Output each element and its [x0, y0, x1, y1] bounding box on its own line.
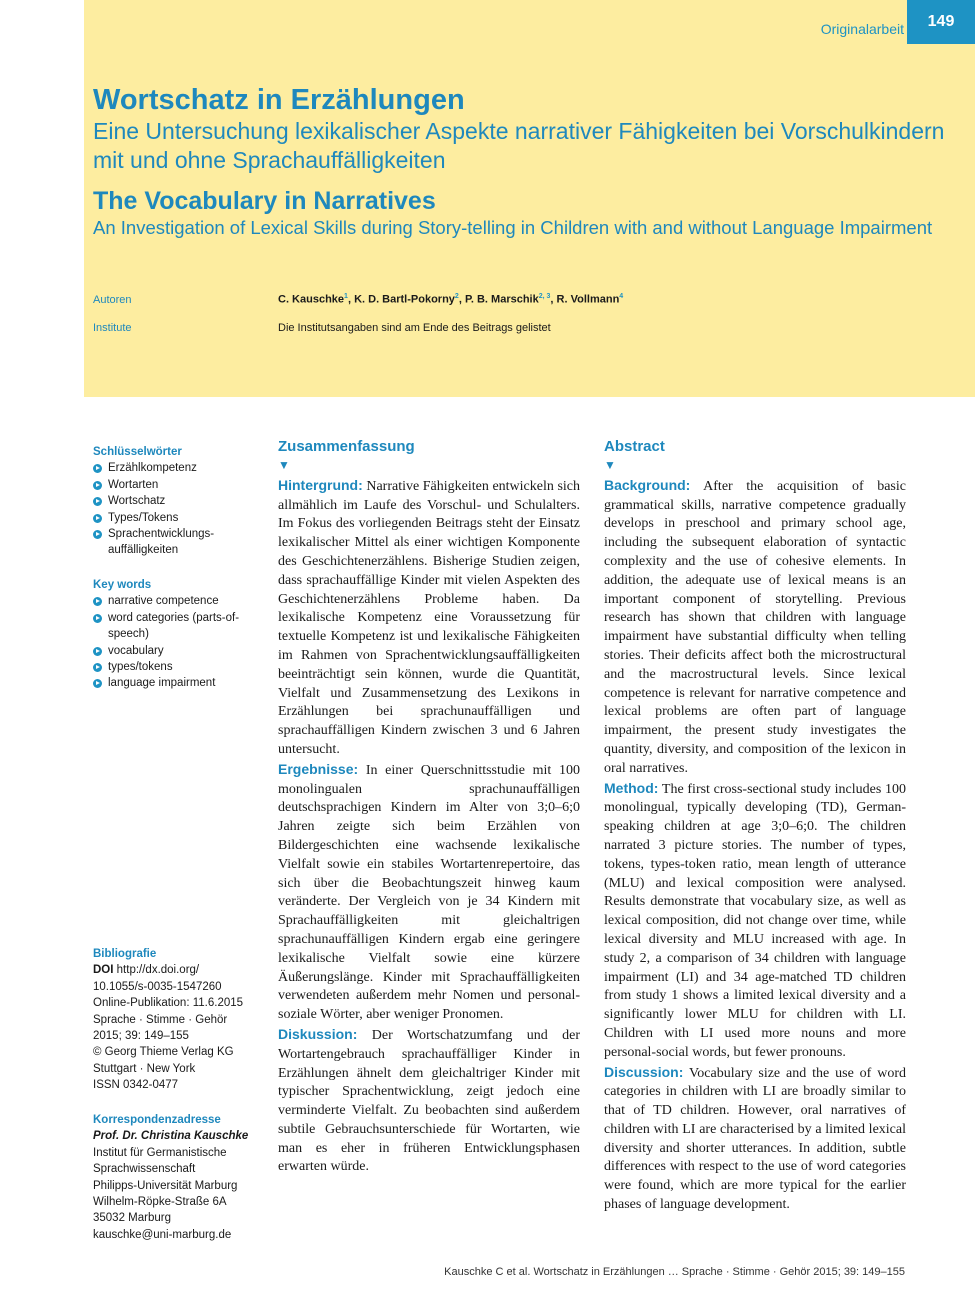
author-affiliation: 2, 3 [538, 293, 551, 300]
doi-label: DOI [93, 964, 114, 977]
authors-label: Autoren [93, 294, 132, 306]
abstract-column [604, 438, 906, 1215]
bullet-arrow-icon [93, 464, 102, 473]
authors-list: C. Kauschke$^1$, K. D. Bartl-Pokorny$^2$, P. B. Marschik$^{2, 3}$, R. Vollmann$^4$ [278, 293, 624, 306]
author-affiliation: 1 [344, 293, 348, 300]
abstract-paragraph: Ergebnisse: In einer Querschnittsstudie mit 100 monolingualen sprachunauffälligen deutschsprachigen Kindern im Alter von 3;0–6;0 Jahren zeigte sich beim Erzählen von Bildergeschichten eine wachsende lexikalische Vielfalt sowie ein stabiles Wortartenrepertoire, das sich über die Beobachtungszeit hinweg kaum veränderte. Der Vergleich von je 34 Kindern mit Sprachauffälligkeiten mit gleichaltrigen sprachunauffälligen Kindern ergab eine geringere lexikalische Vielfalt sowie eine kürzere Äußerungslänge. Kinder mit Sprachauffälligkeiten verwendeten außerdem mehr Nomen und personal-soziale Wörter, aber weniger Pronomen. [278, 760, 580, 1023]
bibliography-line: Online-Publikation: 11.6.2015 [93, 997, 244, 1010]
abstract-heading: Abstract [604, 438, 665, 455]
correspondence [93, 1112, 263, 1243]
address-line: Philipps-Universität Marburg [93, 1179, 238, 1192]
author: R. Vollmann [556, 293, 620, 306]
bibliography-heading: Bibliografie [93, 948, 157, 960]
bullet-arrow-icon [93, 530, 102, 539]
keywords-german [93, 444, 263, 559]
abstract-paragraph: Background: After the acquisition of basic grammatical skills, narrative competence gradually develops in preschool and primary school age, including the subsequent elaboration of syntactic complexity and the use of cohesive elements. In addition, the adequate use of lexical means is an important component of storytelling. Previous research has shown that children with language impairment have substantial difficulty when telling stories. Their deficits affect both the microstructural and the macrostructural levels. Since lexical competence is relevant for narrative competence and lexical problems are often part of language impairment, the present study investigates the quantity, diversity, and composition of the lexicon in oral narratives. [604, 476, 906, 776]
abstract-paragraph: Method: The first cross-sectional study includes 100 monolingual, typically developing (TD), German-speaking children at age 3;0–6;0. The children narrated 3 picture stories. The number of types, tokens, types-token ratio, mean length of utterance (MLU) and lexical composition were analysed. Results demonstrate that vocabulary size, as well as lexical composition, did not change over time, while lexical diversity and MLU increased with age. In study 2, a comparison of 34 children with language impairment (LI) and 34 age-matched TD children from study 1 shows a limited lexical diversity and a significantly lower MLU for children with LI. Children with LI used more nouns and more personal-social words, but fewer pronouns. [604, 779, 906, 1060]
running-footer: Kauschke C et al. Wortschatz in Erzählungen … Sprache · Stimme · Gehör 2015; 39: 149–155 [444, 1266, 905, 1278]
bibliography-line: Stuttgart · New York [93, 1062, 196, 1075]
page-number: 149 [907, 0, 975, 44]
abstract-paragraph: Discussion: Vocabulary size and the use of word categories in children with LI are broadly similar to that of TD children. However, oral narratives of children with LI are characterised by a limited lexical diversity and shorter utterances. In addition, subtle differences with respect to the use of word categories were found, which are more typical for the earlier phases of language development. [604, 1063, 906, 1213]
keyword-item: Wortarten [93, 477, 263, 493]
bibliography-line: © Georg Thieme Verlag KG [93, 1046, 234, 1059]
title-english: The Vocabulary in Narratives [93, 187, 436, 215]
section-label: Originalarbeit [820, 21, 904, 37]
subtitle-english: An Investigation of Lexical Skills during Story-telling in Children with and without Language Impairment [93, 217, 933, 238]
keyword-item: Wortschatz [93, 493, 263, 509]
keyword-item: types/tokens [93, 659, 263, 675]
zusammenfassung-column [278, 438, 580, 1177]
address-line: 35032 Marburg [93, 1212, 171, 1225]
author: K. D. Bartl-Pokorny [354, 293, 455, 306]
bullet-arrow-icon [93, 597, 102, 606]
paragraph-label: Method: [604, 779, 659, 796]
bibliography-line: 10.1055/s-0035-1547260 [93, 980, 222, 993]
paragraph-label: Diskussion: [278, 1025, 358, 1042]
paragraph-label: Hintergrund: [278, 476, 363, 493]
title-german: Wortschatz in Erzählungen [93, 84, 465, 116]
keywords-heading: Key words [93, 579, 152, 591]
doi-link[interactable]: http://dx.doi.org/ [116, 964, 200, 977]
author: P. B. Marschik [464, 293, 539, 306]
paragraph-label: Background: [604, 476, 691, 493]
doi-line [93, 962, 263, 978]
keyword-item: vocabulary [93, 643, 263, 659]
bullet-arrow-icon [93, 481, 102, 490]
address-line: Institut für Germanistische [93, 1146, 227, 1159]
bullet-arrow-icon [93, 647, 102, 656]
paragraph-label: Ergebnisse: [278, 760, 359, 777]
section-marker-icon: ▼ [604, 457, 616, 472]
keyword-item: Erzählkompetenz [93, 460, 263, 476]
keyword-item: narrative competence [93, 593, 263, 609]
email-link[interactable]: kauschke@uni-marburg.de [93, 1228, 232, 1241]
address-line: Sprachwissenschaft [93, 1163, 196, 1176]
bullet-arrow-icon [93, 663, 102, 672]
paragraph-label: Discussion: [604, 1063, 684, 1080]
keywords-english [93, 577, 263, 692]
bibliography-line: 2015; 39: 149–155 [93, 1030, 189, 1043]
author-affiliation: 2 [454, 293, 459, 300]
keyword-item: language impairment [93, 675, 263, 691]
address-line: Wilhelm-Röpke-Straße 6A [93, 1196, 227, 1209]
bibliography-line: ISSN 0342-0477 [93, 1079, 179, 1092]
correspondence-name: Prof. Dr. Christina Kauschke [93, 1130, 249, 1143]
correspondence-heading: Korrespondenzadresse [93, 1114, 221, 1126]
subtitle-german: Eine Untersuchung lexikalischer Aspekte narrativer Fähigkeiten bei Vorschulkindern mit und ohne Sprachauffälligkeiten [93, 118, 945, 173]
keywords-heading: Schlüsselwörter [93, 446, 182, 458]
bullet-arrow-icon [93, 514, 102, 523]
abstract-paragraph: Hintergrund: Narrative Fähigkeiten entwickeln sich allmählich im Laufe des Vorschul- und Schulalters. Im Fokus des vorliegenden Beitrags steht der Einsatz lexikalischer Mittel als einer wichtigen Komponente des Geschichtenerzählens. Bisherige Studien zeigen, dass sprachauffällige Kinder mit vielen Aspekten des Geschichtenerzählens Probleme haben. Da lexikalische Kompetenz eine Voraussetzung für textuelle Kompetenz ist und lexikalische Fähigkeiten im Rahmen von Sprachentwicklungsauffälligkeiten beeinträchtigt sein können, wurde die Quantität, Vielfalt und Zusammensetzung des Lexikons in Erzählungen bei sprachunauffälligen und sprachauffälligen Kindern zwischen 3 und 6 Jahren untersucht. [278, 476, 580, 757]
bibliography-line: Sprache · Stimme · Gehör [93, 1013, 228, 1026]
author: C. Kauschke [278, 293, 345, 306]
bullet-arrow-icon [93, 497, 102, 506]
keyword-item: Types/Tokens [93, 510, 263, 526]
bullet-arrow-icon [93, 679, 102, 688]
keyword-item: word categories (parts-of- speech) [93, 610, 263, 643]
author-affiliation: 4 [619, 293, 624, 300]
abstract-paragraph: Diskussion: Der Wortschatzumfang und der Wortartengebrauch sprachauffälliger Kinder in Erzählungen ähnelt dem gleichaltriger Kinder mit typischer Sprachentwicklung, zeigt jedoch eine verminderte Vielfalt. Zu beobachten sind außerdem subtile Gebrauchsunterschiede für Wortarten, wie man es eher in früheren Entwicklungsphasen erwarten würde. [278, 1025, 581, 1175]
bullet-arrow-icon [93, 614, 102, 623]
institute-note: Die Institutsangaben sind am Ende des Beitrags gelistet [278, 322, 551, 334]
bibliography [93, 946, 263, 1094]
keyword-item: Sprachentwicklungs- auffälligkeiten [93, 526, 263, 559]
section-marker-icon: ▼ [278, 457, 290, 472]
zusammenfassung-heading: Zusammenfassung [278, 438, 415, 455]
institute-label: Institute [93, 322, 132, 334]
